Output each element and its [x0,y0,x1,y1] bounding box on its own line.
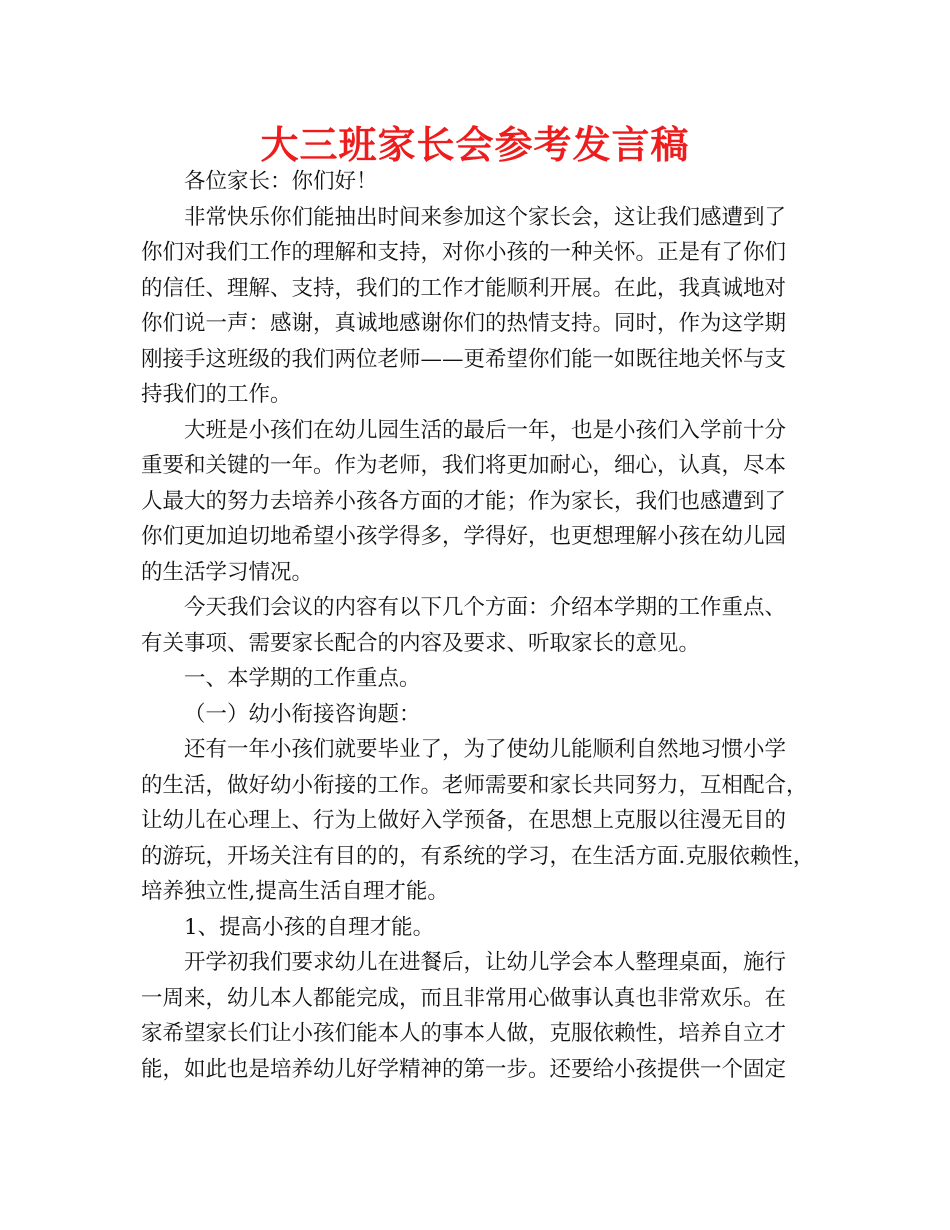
text-line: 大班是小孩们在幼儿园生活的最后一年，也是小孩们入学前十分 [184,417,787,443]
document-body [141,164,823,1087]
paragraph [141,590,823,661]
text-line: 的信任、理解、支持，我们的工作才能顺利开展。在此，我真诚地对 [141,275,787,301]
text-line: 1、提高小孩的自理才能。 [184,914,435,940]
text-line: 一周来，幼儿本人都能完成，而且非常用心做事认真也非常欢乐。在 [141,985,787,1011]
text-line: 你们说一声：感谢，真诚地感谢你们的热情支持。同时，作为这学期 [141,311,787,336]
paragraph [141,661,823,697]
text-line: 让幼儿在心理上、行为上做好入学预备，在思想上克服以往漫无目的 [141,808,787,833]
text-line: 今天我们会议的内容有以下几个方面：介绍本学期的工作重点、 [184,595,787,620]
text-line: 家希望家长们让小孩们能本人的事本人做，克服依赖性，培养自立才 [141,1021,787,1046]
text-line: 持我们的工作。 [141,382,292,407]
text-line: 人最大的努力去培养小孩各方面的才能；作为家长，我们也感遭到了 [141,488,787,514]
paragraph [141,945,823,1087]
text-line: 刚接手这班级的我们两位老师——更希望你们能一如既往地关怀与支 [141,346,787,372]
text-line: 你们更加迫切地希望小孩学得多，学得好，也更想理解小孩在幼儿园 [141,524,787,549]
paragraph [141,732,823,910]
text-line: 的生活学习情况。 [141,559,314,585]
text-line: 的游玩，开场关注有目的的，有系统的学习，在生活方面.克服依赖性， [141,843,815,869]
text-line: 各位家长：你们好！ [184,169,378,194]
text-line: 非常快乐你们能抽出时间来参加这个家长会，这让我们感遭到了 [184,204,787,230]
paragraph [141,697,823,733]
text-line: 开学初我们要求幼儿在进餐后，让幼儿学会本人整理桌面，施行 [184,950,787,975]
paragraph [141,164,823,200]
text-line: 一、本学期的工作重点。 [184,666,421,691]
text-line: 你们对我们工作的理解和支持，对你小孩的一种关怀。正是有了你们 [141,240,787,265]
text-line: 的生活，做好幼小衔接的工作。老师需要和家长共同努力，互相配合， [141,772,808,798]
text-line: 能，如此也是培养幼儿好学精神的第一步。还要给小孩提供一个固定 [141,1056,787,1082]
text-line: 还有一年小孩们就要毕业了，为了使幼儿能顺利自然地习惯小学 [184,737,787,762]
paragraph [141,910,823,946]
text-line: 重要和关键的一年。作为老师，我们将更加耐心，细心，认真，尽本 [141,453,787,478]
text-line: 培养独立性,提高生活自理才能。 [141,879,449,904]
text-line: （一）幼小衔接咨询题： [184,701,421,727]
document-title: 大三班家长会参考发言稿 [260,123,690,167]
paragraph [141,200,823,413]
text-line: 有关事项、需要家长配合的内容及要求、听取家长的意见。 [141,630,701,656]
paragraph [141,413,823,591]
